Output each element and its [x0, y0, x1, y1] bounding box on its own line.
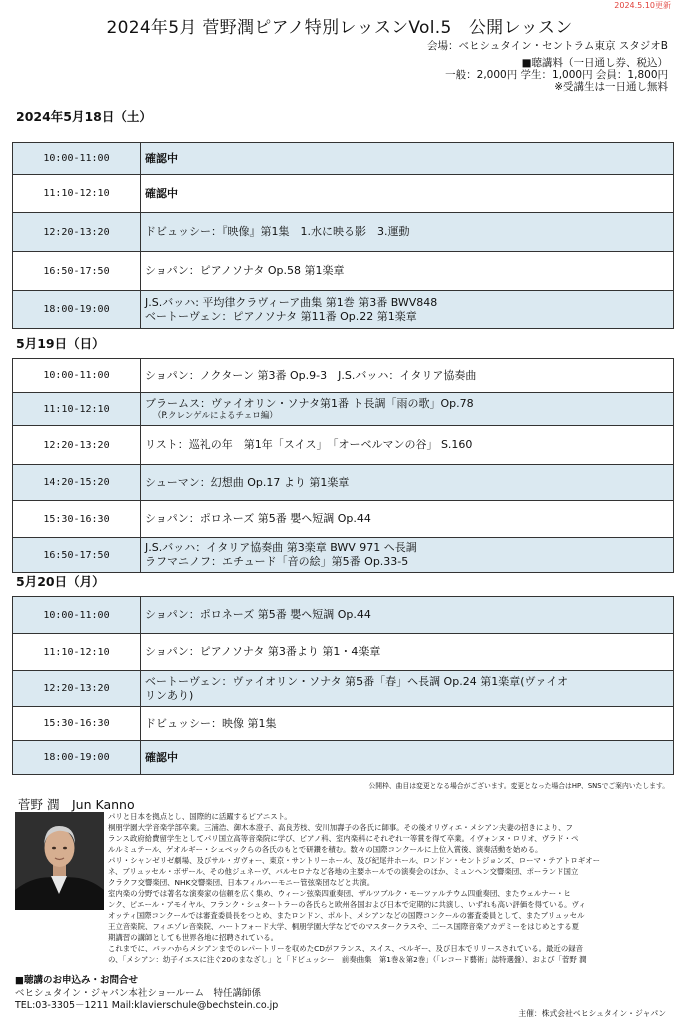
time-slot: 10:00-11:00	[13, 143, 141, 175]
schedule-row	[13, 359, 674, 393]
program	[141, 252, 674, 291]
schedule-row	[13, 501, 674, 538]
program	[141, 426, 674, 465]
time-slot: 16:50-17:50	[13, 538, 141, 573]
program-line: J.S.バッハ：イタリア協奏曲 第3楽章 BWV 971 ヘ長調	[145, 541, 417, 554]
schedule-row	[13, 252, 674, 291]
program-line: リンあり)	[145, 688, 194, 702]
time-slot: 12:20-13:20	[13, 213, 141, 252]
fee-note: ※受講生は一日通し無料	[554, 81, 668, 93]
program-line: ショパン：ノクターン 第3番 Op.9-3 J.S.バッハ：イタリア協奏曲	[145, 368, 477, 382]
program-line: ショパン：ポロネーズ 第5番 嬰ヘ短調 Op.44	[145, 608, 371, 621]
program	[141, 501, 674, 538]
program-line: ショパン：ピアノソナタ Op.58 第1楽章	[145, 264, 345, 277]
program	[141, 175, 674, 213]
program	[141, 538, 674, 573]
contact-tel-mail: TEL:03-3305－1211 Mail:klavierschule@bechstein.co.jp	[15, 1000, 279, 1011]
schedule-row	[13, 213, 674, 252]
venue-info: 会場：ベヒシュタイン・セントラム東京 スタジオB	[426, 40, 668, 52]
time-slot: 10:00-11:00	[13, 597, 141, 634]
pianist-biography	[108, 811, 672, 965]
schedule-row	[13, 671, 674, 707]
time-slot: 11:10-12:10	[13, 393, 141, 426]
time-slot: 14:20-15:20	[13, 465, 141, 501]
bio-line: これまでに、バッハからメシアンまでのレパートリーを収めたCDがフランス、スイス、ベルギー、及び日本でリリースされている。最近の録音	[108, 944, 583, 953]
schedule-table-day2	[12, 358, 674, 573]
program-line: ラフマニノフ：エチュード「音の絵」第5番 Op.33-5	[145, 555, 409, 568]
schedule-row	[13, 538, 674, 573]
bio-line: 王立音楽院、フィエゾレ音楽院、ハートフォード大学、桐朋学園大学などでのマスタークラスや、二ース国際音楽アカデミーをはじめとする夏	[108, 922, 580, 931]
program-line: ショパン：ポロネーズ 第5番 嬰ヘ短調 Op.44	[145, 512, 371, 525]
program	[141, 707, 674, 741]
time-slot: 11:10-12:10	[13, 634, 141, 671]
schedule-row	[13, 597, 674, 634]
program-line: ショパン：ピアノソナタ 第3番より 第1・4楽章	[145, 645, 381, 658]
program	[141, 465, 674, 501]
portrait-image	[15, 812, 104, 910]
schedule-row	[13, 634, 674, 671]
program-line: ブラームス：ヴァイオリン・ソナタ第1番 ト長調「雨の歌」Op.78	[145, 397, 474, 410]
contact-org: ベヒシュタイン・ジャパン本社ショールーム 特任講師係	[15, 987, 262, 999]
bio-line: 期講習の講師としても世界各地に招聘されている。	[108, 933, 278, 942]
bio-line: パリと日本を拠点とし、国際的に活躍するピアニスト。	[108, 812, 292, 821]
program-line: 確認中	[145, 186, 178, 200]
day-heading-2: 5月19日（日）	[16, 336, 105, 351]
time-slot: 18:00-19:00	[13, 741, 141, 775]
time-slot: 12:20-13:20	[13, 671, 141, 707]
bio-line: パリ・シャンゼリゼ劇場、及びサル・ガヴォー、東京・サントリーホール、及び紀尾井ホール、ロンドン・セントジョンズ、ローマ・テアトロギオー	[108, 856, 600, 865]
change-note: 公開枠、曲目は変更となる場合がございます。変更となった場合はHP、SNSでご案内いたします。	[368, 782, 669, 790]
program-line: リスト：巡礼の年 第1年「スイス」 「オーベルマンの谷」 S.160	[145, 438, 473, 451]
day-heading-3: 5月20日（月）	[16, 574, 105, 589]
schedule-table-day3	[12, 596, 674, 775]
bio-line: の、「メシアン：幼子イエスに注ぐ20のまなざし」と「ドビュッシー 前奏曲集 第1巻＆第2巻」（「レコード藝術」誌特選盤）、および「菅野 潤	[108, 955, 587, 964]
bio-line: 桐朋学園大学音楽学部卒業。三浦浩、御木本澄子、高良芳枝、安川加壽子の各氏に師事。その後オリヴィエ・メシアン夫妻の招きにより、フ	[108, 823, 573, 832]
program	[141, 597, 674, 634]
sponsor-info: 主催：株式会社ベヒシュタイン・ジャパン	[518, 1009, 666, 1018]
program	[141, 634, 674, 671]
schedule-row	[13, 291, 674, 329]
program-line: 確認中	[145, 750, 178, 764]
contact-heading: ■聴講のお申込み・お問合せ	[15, 975, 138, 986]
bio-line: ネ、ブリュッセル・ボザール、その他ジュネーヴ、バルセロナなど各地の主要ホールでの演奏会のほか、ミュンヘン交響楽団、ポーランド国立	[108, 867, 579, 876]
schedule-row	[13, 143, 674, 175]
program	[141, 393, 674, 426]
program	[141, 213, 674, 252]
time-slot: 18:00-19:00	[13, 291, 141, 329]
time-slot: 15:30-16:30	[13, 707, 141, 741]
bio-line: オッティ国際コンクールでは審査委員長をつとめ、またロンドン、ポルト、メシアンなどの国際コンクールの審査委員として、またブリュッセル	[108, 911, 585, 920]
bio-line: 室内楽の分野では著名な演奏家の信頼を広く集め、ウィーン弦楽四重奏団、ザルツブルク・モーツァルテウム四重奏団、またウェルナー・ヒ	[108, 889, 571, 898]
schedule-table-day1	[12, 142, 674, 329]
program	[141, 671, 674, 707]
program	[141, 359, 674, 393]
program	[141, 291, 674, 329]
time-slot: 16:50-17:50	[13, 252, 141, 291]
day-heading-1: 2024年5月18日（土）	[16, 109, 152, 124]
program-line: ドビュッシー：映像 第1集	[145, 716, 277, 730]
fee-prices: 一般：2,000円 学生：1,000円 会員：1,800円	[445, 69, 668, 81]
bio-line: クラクフ交響楽団、NHK交響楽団、日本フィルハーモニー管弦楽団などと共演。	[108, 878, 375, 887]
program-line: J.S.バッハ: 平均律クラヴィーア曲集 第1巻 第3番 BWV848	[145, 295, 438, 309]
contact-info	[15, 975, 278, 1013]
schedule-row	[13, 175, 674, 213]
update-date: 2024.5.10更新	[614, 1, 671, 10]
time-slot: 15:30-16:30	[13, 501, 141, 538]
schedule-row	[13, 465, 674, 501]
fee-info	[445, 57, 668, 93]
program-line: ベートーヴェン：ヴァイオリン・ソナタ 第5番「春」ヘ長調 Op.24 第1楽章(ヴァイオ	[145, 674, 569, 688]
pianist-name: 菅野 潤 Jun Kanno	[18, 797, 135, 812]
program-line: ドビュッシー：『映像』第1集 1.水に映る影 3.運動	[145, 225, 410, 238]
schedule-row	[13, 393, 674, 426]
time-slot: 11:10-12:10	[13, 175, 141, 213]
program	[141, 741, 674, 775]
program-line: 確認中	[145, 151, 178, 165]
schedule-row	[13, 741, 674, 775]
bio-line: ルルミュテール、ゲオルギー・シェベックらの各氏のもとで研鑽を積む。数々の国際コンクールに上位入賞後、演奏活動を始める。	[108, 845, 543, 854]
fee-heading: ■聴講料（一日通し券、税込）	[521, 57, 668, 69]
schedule-row	[13, 707, 674, 741]
pianist-photo	[15, 812, 104, 910]
time-slot: 12:20-13:20	[13, 426, 141, 465]
program-subnote: （P.クレンゲルによるチェロ編）	[153, 411, 278, 421]
bio-line: ランス政府給費留学生としてパリ国立高等音楽院に学び、ピアノ科、室内楽科にそれぞれ一等賞を得て卒業。イヴォンヌ・ロリオ、ヴラド・ペ	[108, 834, 579, 843]
bio-line: ンク、ピエール・アモイヤル、フランク・シュタートラーの各氏らと欧州各国および日本で定期的に共演し、いずれも高い評価を得ている。ヴィ	[108, 900, 586, 909]
schedule-row	[13, 426, 674, 465]
program	[141, 143, 674, 175]
page-title: 2024年5月 菅野潤ピアノ特別レッスンVol.5 公開レッスン	[106, 18, 573, 38]
time-slot: 10:00-11:00	[13, 359, 141, 393]
program-line: シューマン：幻想曲 Op.17 より 第1楽章	[145, 475, 350, 489]
program-line: ベートーヴェン：ピアノソナタ 第11番 Op.22 第1楽章	[145, 309, 417, 323]
